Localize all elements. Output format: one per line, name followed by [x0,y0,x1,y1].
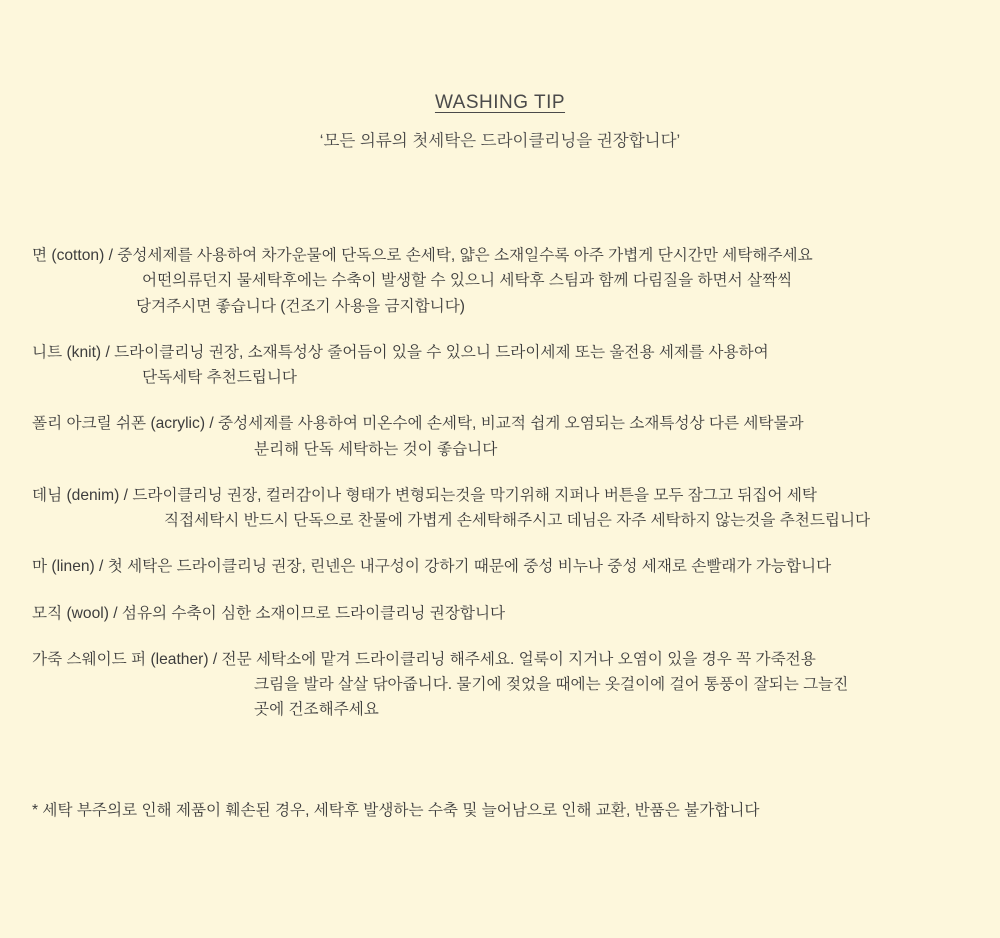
care-line: 마 (linen) / 첫 세탁은 드라이클리닝 권장, 린넨은 내구성이 강하기 때문에 중성 비누나 중성 세재로 손빨래가 가능합니다 [32,558,832,576]
page-title: WASHING TIP [434,92,566,113]
care-line: 단독세탁 추천드립니다 [142,369,297,386]
care-line: 당겨주시면 좋습니다 (건조기 사용을 금지합니다) [136,297,465,315]
care-line: 어떤의류던지 물세탁후에는 수축이 발생할 수 있으니 세탁후 스팀과 함께 다림질을 하면서 살짝씩 [142,272,793,290]
care-line: 가죽 스웨이드 퍼 (leather) / 전문 세탁소에 맡겨 드라이클리닝 해주세요. 얼룩이 지거나 오염이 있을 경우 꼭 가죽전용 [32,650,816,668]
care-line: 폴리 아크릴 쉬폰 (acrylic) / 중성세제를 사용하여 미온수에 손세탁, 비교적 쉽게 오염되는 소재특성상 다른 세탁물과 [32,415,804,433]
care-entry-acrylic [32,411,978,462]
care-line: 크림을 발라 살살 닦아줍니다. 물기에 젖었을 때에는 옷걸이에 걸어 통풍이 잘되는 그늘진 [254,676,849,693]
care-line: 면 (cotton) / 중성세제를 사용하여 차가운물에 단독으로 손세탁, 얇은 소재일수록 아주 가볍게 단시간만 세탁해주세요 [32,247,813,264]
care-line: 분리해 단독 세탁하는 것이 좋습니다 [254,440,498,458]
disclaimer-note: * 세탁 부주의로 인해 제품이 훼손된 경우, 세탁후 발생하는 수축 및 늘어남으로 인해 교환, 반품은 불가합니다 [32,801,760,819]
care-entry-leather [32,647,978,723]
care-line: 데님 (denim) / 드라이클리닝 권장, 컬러감이나 형태가 변형되는것을 막기위해 지퍼나 버튼을 모두 잠그고 뒤집어 세탁 [32,486,817,504]
care-entry-denim [32,483,978,534]
care-entry-knit [32,340,978,391]
care-line: 모직 (wool) / 섬유의 수축이 심한 소재이므로 드라이클리닝 권장합니다 [32,604,506,622]
care-instructions-list [0,243,1000,723]
care-entry-cotton [32,243,978,319]
title-block [0,0,1000,151]
care-entry-wool [32,601,978,626]
care-line: 직접세탁시 반드시 단독으로 찬물에 가볍게 손세탁해주시고 데님은 자주 세탁하지 않는것을 추천드립니다 [164,512,871,529]
care-entry-linen [32,554,978,579]
care-line: 니트 (knit) / 드라이클리닝 권장, 소재특성상 줄어듬이 있을 수 있으니 드라이세제 또는 울전용 세제를 사용하여 [32,343,769,361]
care-line: 곳에 건조해주세요 [254,701,379,719]
page-subtitle: ‘모든 의류의 첫세탁은 드라이클리닝을 권장합니다’ [319,132,681,150]
